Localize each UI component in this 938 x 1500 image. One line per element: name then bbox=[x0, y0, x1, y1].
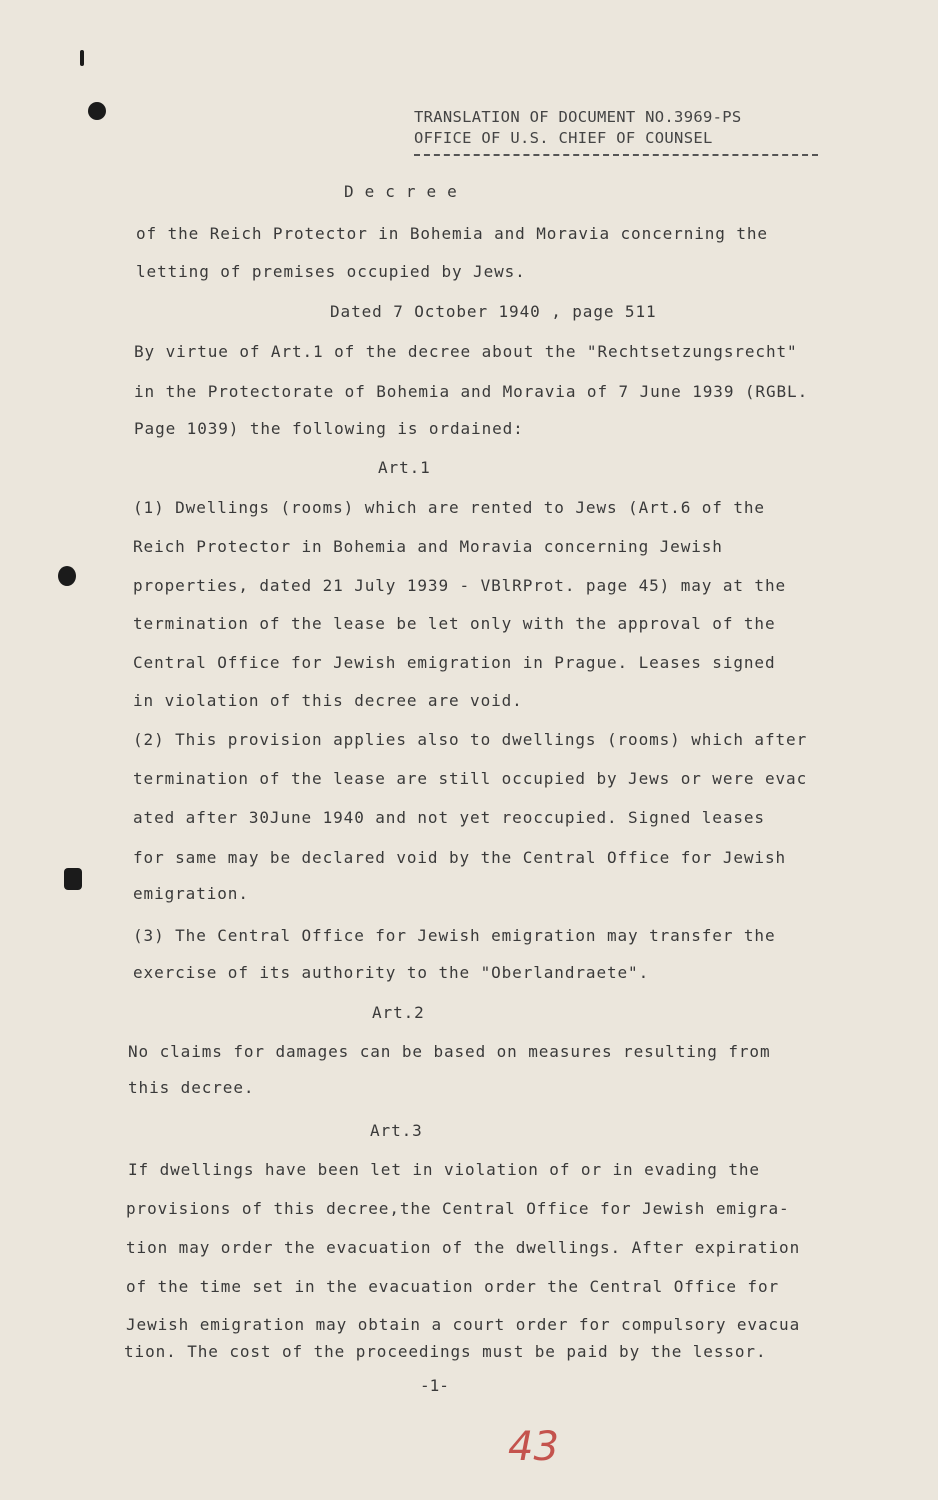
body-line: tion. The cost of the proceedings must be paid by the lessor. bbox=[124, 1342, 767, 1361]
body-line: (1) Dwellings (rooms) which are rented to Jews (Art.6 of the bbox=[133, 498, 765, 517]
body-line: No claims for damages can be based on measures resulting from bbox=[128, 1042, 771, 1061]
body-line: exercise of its authority to the "Oberlandraete". bbox=[133, 963, 650, 982]
punch-hole bbox=[64, 868, 82, 890]
body-line: termination of the lease be let only with the approval of the bbox=[133, 614, 776, 633]
header-line-2: OFFICE OF U.S. CHIEF OF COUNSEL bbox=[414, 129, 713, 147]
body-line: Reich Protector in Bohemia and Moravia concerning Jewish bbox=[133, 537, 723, 556]
document-title: Decree bbox=[344, 182, 468, 201]
punch-hole bbox=[58, 566, 76, 586]
body-line: for same may be declared void by the Central Office for Jewish bbox=[133, 848, 787, 867]
body-line: Central Office for Jewish emigration in Prague. Leases signed bbox=[133, 653, 776, 672]
body-line: emigration. bbox=[133, 884, 249, 903]
article-heading: Art.3 bbox=[370, 1121, 423, 1140]
ink-mark bbox=[80, 50, 84, 66]
body-line: Jewish emigration may obtain a court order for compulsory evacua bbox=[126, 1315, 801, 1334]
punch-hole bbox=[88, 102, 106, 120]
article-heading: Art.1 bbox=[378, 458, 431, 477]
body-line: letting of premises occupied by Jews. bbox=[136, 262, 526, 281]
body-line: If dwellings have been let in violation of or in evading the bbox=[128, 1160, 760, 1179]
body-line: this decree. bbox=[128, 1078, 255, 1097]
body-line: in violation of this decree are void. bbox=[133, 691, 523, 710]
header-rule bbox=[414, 154, 818, 156]
page-number: -1- bbox=[420, 1376, 449, 1395]
body-line: properties, dated 21 July 1939 - VBlRProt. page 45) may at the bbox=[133, 576, 787, 595]
body-line: Dated 7 October 1940 , page 511 bbox=[330, 302, 657, 321]
body-line: of the Reich Protector in Bohemia and Moravia concerning the bbox=[136, 224, 768, 243]
body-line: By virtue of Art.1 of the decree about the "Rechtsetzungsrecht" bbox=[134, 342, 798, 361]
body-line: provisions of this decree,the Central Office for Jewish emigra- bbox=[126, 1199, 790, 1218]
article-heading: Art.2 bbox=[372, 1003, 425, 1022]
body-line: (3) The Central Office for Jewish emigration may transfer the bbox=[133, 926, 776, 945]
archive-stamp-number: 43 bbox=[508, 1424, 559, 1470]
body-line: ated after 30June 1940 and not yet reoccupied. Signed leases bbox=[133, 808, 765, 827]
body-line: termination of the lease are still occupied by Jews or were evac bbox=[133, 769, 808, 788]
body-line: of the time set in the evacuation order the Central Office for bbox=[126, 1277, 780, 1296]
body-line: in the Protectorate of Bohemia and Moravia of 7 June 1939 (RGBL. bbox=[134, 382, 809, 401]
body-line: tion may order the evacuation of the dwellings. After expiration bbox=[126, 1238, 801, 1257]
header-line-1: TRANSLATION OF DOCUMENT NO.3969-PS bbox=[414, 108, 742, 126]
body-line: (2) This provision applies also to dwellings (rooms) which after bbox=[133, 730, 808, 749]
body-line: Page 1039) the following is ordained: bbox=[134, 419, 524, 438]
